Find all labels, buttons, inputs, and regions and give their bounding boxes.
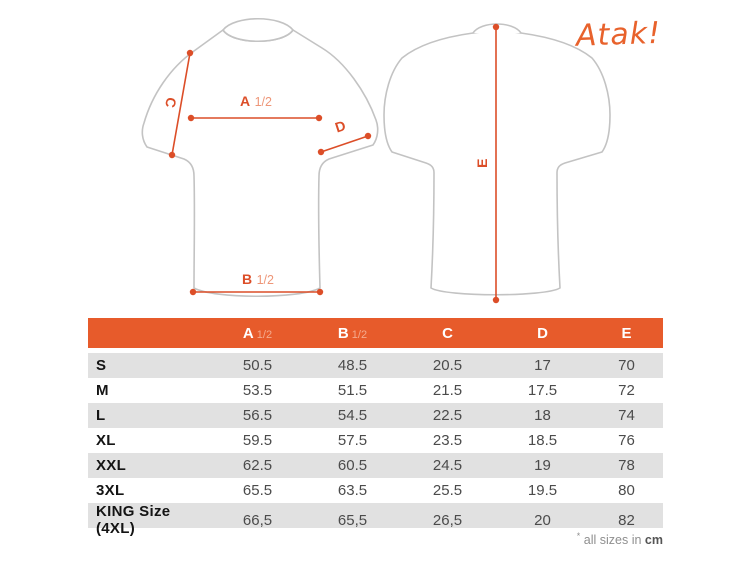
cell-d: 18.5 bbox=[527, 432, 558, 449]
cell-a: 53.5 bbox=[242, 382, 273, 399]
size-label: XL bbox=[96, 432, 116, 449]
cell-b: 65,5 bbox=[337, 511, 368, 529]
cell-a: 56.5 bbox=[242, 407, 273, 424]
cell-c: 24.5 bbox=[432, 457, 463, 474]
measurement-label-c: C bbox=[162, 96, 180, 110]
measurement-label-b: B 1/2 bbox=[241, 271, 275, 287]
size-label: L bbox=[96, 407, 106, 424]
header-cell-a: A 1/2 bbox=[242, 324, 273, 342]
header-cell-e: E bbox=[621, 324, 632, 342]
cell-b: 57.5 bbox=[337, 432, 368, 449]
cell-c: 21.5 bbox=[432, 382, 463, 399]
cell-e: 78 bbox=[618, 457, 635, 474]
size-label: KING Size (4XL) bbox=[96, 503, 171, 537]
footnote-unit: cm bbox=[644, 533, 663, 548]
size-label: XXL bbox=[96, 457, 127, 474]
footnote-asterisk: * bbox=[576, 531, 581, 541]
size-table-header bbox=[88, 318, 663, 348]
cell-b: 63.5 bbox=[337, 482, 368, 499]
cell-d: 17.5 bbox=[527, 382, 558, 399]
cell-e: 70 bbox=[618, 357, 635, 374]
cell-d: 20 bbox=[534, 511, 551, 529]
header-cell-b: B 1/2 bbox=[337, 324, 368, 342]
cell-c: 23.5 bbox=[432, 432, 463, 449]
table-row bbox=[88, 353, 663, 378]
size-table-body bbox=[88, 353, 663, 537]
cell-d: 17 bbox=[534, 357, 551, 374]
header-cell-c: C bbox=[442, 324, 453, 342]
cell-c: 26,5 bbox=[432, 511, 463, 529]
table-row bbox=[88, 403, 663, 428]
table-row bbox=[88, 378, 663, 403]
header-cell-d: D bbox=[537, 324, 548, 342]
brand-logo: Atak! bbox=[575, 15, 662, 54]
cell-e: 82 bbox=[618, 511, 635, 529]
cell-c: 20.5 bbox=[432, 357, 463, 374]
cell-d: 19 bbox=[534, 457, 551, 474]
cell-a: 65.5 bbox=[242, 482, 273, 499]
tshirt-back-outline bbox=[384, 24, 610, 295]
table-row bbox=[88, 503, 663, 537]
cell-d: 18 bbox=[534, 407, 551, 424]
cell-d: 19.5 bbox=[527, 482, 558, 499]
cell-b: 60.5 bbox=[337, 457, 368, 474]
cell-b: 54.5 bbox=[337, 407, 368, 424]
measurement-label-a: A 1/2 bbox=[239, 93, 273, 109]
table-row bbox=[88, 453, 663, 478]
measurement-label-e: E bbox=[474, 158, 490, 168]
cell-c: 25.5 bbox=[432, 482, 463, 499]
cell-a: 66,5 bbox=[242, 511, 273, 529]
size-label: 3XL bbox=[96, 482, 125, 499]
cell-e: 76 bbox=[618, 432, 635, 449]
cell-b: 51.5 bbox=[337, 382, 368, 399]
table-row bbox=[88, 478, 663, 503]
cell-e: 74 bbox=[618, 407, 635, 424]
cell-c: 22.5 bbox=[432, 407, 463, 424]
tshirt-front-outline bbox=[142, 19, 377, 297]
cell-a: 62.5 bbox=[242, 457, 273, 474]
units-footnote bbox=[88, 531, 663, 547]
footnote-text: all sizes in bbox=[583, 533, 642, 548]
measurement-label-d: D bbox=[332, 116, 348, 136]
cell-e: 72 bbox=[618, 382, 635, 399]
cell-a: 50.5 bbox=[242, 357, 273, 374]
size-label: S bbox=[96, 357, 107, 374]
cell-e: 80 bbox=[618, 482, 635, 499]
size-label: M bbox=[96, 382, 109, 399]
size-table bbox=[88, 318, 663, 537]
cell-a: 59.5 bbox=[242, 432, 273, 449]
cell-b: 48.5 bbox=[337, 357, 368, 374]
table-row bbox=[88, 428, 663, 453]
tshirt-front-collar bbox=[223, 19, 293, 42]
